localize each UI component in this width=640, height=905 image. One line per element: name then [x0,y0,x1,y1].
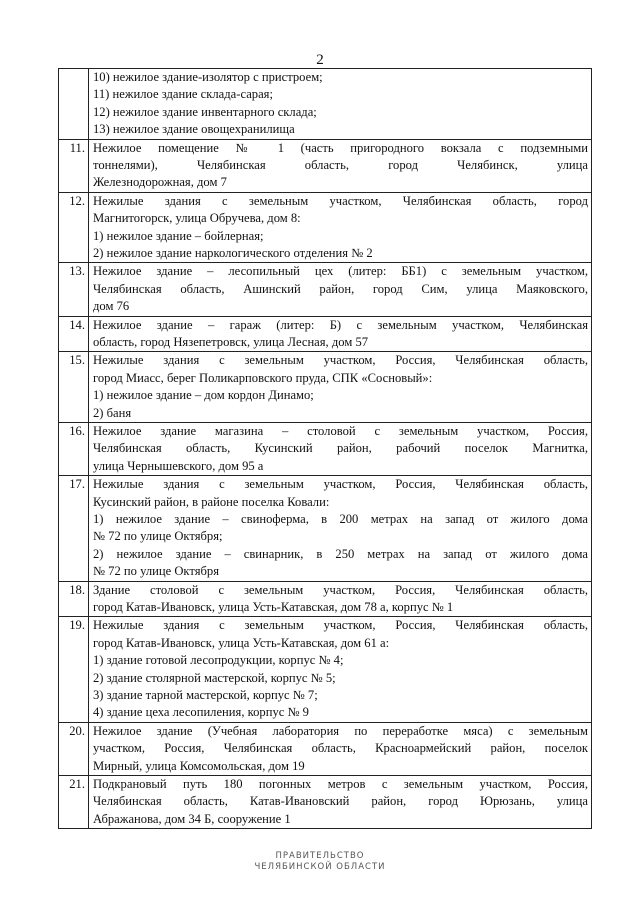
description-line: участком, Россия, Челябинская область, Красноармейский район, поселок [93,741,588,756]
row-number: 17. [59,476,89,581]
row-number: 13. [59,263,89,316]
description-line: Нежилые здания с земельным участком, Россия, Челябинская область, [93,477,588,492]
row-description [89,352,592,423]
description-line: улица Чернышевского, дом 95 а [93,458,264,473]
description-line: 10) нежилое здание-изолятор с пристроем; [93,70,323,84]
table-row [59,476,592,581]
description-line: № 72 по улице Октября [93,564,220,579]
table-row [59,69,592,140]
description-line: Абражанова, дом 34 Б, сооружение 1 [93,811,291,826]
row-description [89,617,592,722]
row-number: 20. [59,722,89,775]
row-description [89,581,592,617]
description-line: 1) нежилое здание – бойлерная; [93,228,264,243]
page-number: 2 [316,52,324,68]
row-number: 16. [59,423,89,476]
description-line: 11) нежилое здание склада-сарая; [93,87,273,102]
description-line: 1) нежилое здание – свиноферма, в 200 метрах на запад от жилого дома [93,512,588,526]
description-line: Железнодорожная, дом 7 [93,175,227,190]
description-line: Нежилое здание магазина – столовой с земельным участком, Россия, [93,424,588,439]
table-row [59,423,592,476]
row-number: 19. [59,617,89,722]
description-line: 2) нежилое здание наркологического отделения № 2 [93,246,373,261]
table-body [59,69,592,829]
row-description [89,139,592,192]
description-line: Кусинский район, в районе поселка Ковали: [93,494,330,509]
stamp-line-2: ЧЕЛЯБИНСКОЙ ОБЛАСТИ [254,862,386,872]
table-row [59,722,592,775]
description-line: Нежилые здания с земельным участком, Челябинская область, город [93,193,588,208]
description-line: Нежилые здания с земельным участком, Россия, Челябинская область, [93,353,588,368]
table-row [59,581,592,617]
description-line: Челябинская область, Кусинский район, рабочий поселок Магнитка, [93,441,588,456]
row-number: 12. [59,192,89,263]
row-number: 14. [59,316,89,352]
description-line: тоннелями), Челябинская область, город Челябинск, улица [93,158,588,173]
table-row [59,139,592,192]
table-row [59,352,592,423]
description-line: Нежилое здание – гараж (литер: Б) с земельным участком, Челябинская [93,317,588,332]
description-line: № 72 по улице Октября; [93,529,223,544]
description-line: Нежилое здание (Учебная лаборатория по переработке мяса) с земельным [93,723,588,738]
table-row [59,263,592,316]
description-line: Здание столовой с земельным участком, Россия, Челябинская область, [93,582,588,597]
description-line: 12) нежилое здание инвентарного склада; [93,104,317,119]
row-description [89,69,592,140]
row-number [59,69,89,140]
description-line: дом 76 [93,299,130,314]
stamp-line-1: ПРАВИТЕЛЬСТВО [275,851,365,861]
description-line: область, город Нязепетровск, улица Лесная, дом 57 [93,335,369,349]
table-row [59,776,592,829]
row-description [89,316,592,352]
description-line: город Катав-Ивановск, улица Усть-Катавская, дом 78 а, корпус № 1 [93,599,454,614]
row-number: 11. [59,139,89,192]
description-line: Подкрановый путь 180 погонных метров с земельным участком, Россия, [93,777,588,791]
property-list-table [58,68,592,829]
description-line: 3) здание тарной мастерской, корпус № 7; [93,688,318,702]
description-line: Нежилые здания с земельным участком, Россия, Челябинская область, [93,618,588,633]
description-line: 4) здание цеха лесопиления, корпус № 9 [93,705,309,720]
description-line: Челябинская область, Катав-Ивановский район, город Юрюзань, улица [93,794,588,809]
row-description [89,722,592,775]
row-number: 18. [59,581,89,617]
description-line: 2) нежилое здание – свинарник, в 250 метрах на запад от жилого дома [93,546,588,561]
description-line: 13) нежилое здание овощехранилища [93,122,295,137]
description-line: Нежилое помещение № 1 (часть пригородного вокзала с подземными [93,140,588,155]
description-line: Челябинская область, Ашинский район, город Сим, улица Маяковского, [93,281,588,296]
row-description [89,263,592,316]
row-description [89,776,592,829]
description-line: 1) нежилое здание – дом кордон Динамо; [93,388,314,403]
description-line: Магнитогорск, улица Обручева, дом 8: [93,211,301,226]
description-line: 2) баня [93,405,132,420]
table-row [59,617,592,722]
description-line: Нежилое здание – лесопильный цех (литер: ББ1) с земельным участком, [93,264,588,279]
description-line: Мирный, улица Комсомольская, дом 19 [93,758,305,773]
description-line: город Миасс, берег Поликарповского пруда, СПК «Сосновый»: [93,370,433,385]
table-row [59,316,592,352]
row-number: 15. [59,352,89,423]
description-line: город Катав-Ивановск, улица Усть-Катавская, дом 61 а: [93,635,390,650]
table-row [59,192,592,263]
government-stamp [0,851,640,873]
description-line: 1) здание готовой лесопродукции, корпус № 4; [93,653,344,668]
row-description [89,423,592,476]
row-number: 21. [59,776,89,829]
row-description [89,476,592,581]
row-description [89,192,592,263]
description-line: 2) здание столярной мастерской, корпус № 5; [93,670,336,685]
